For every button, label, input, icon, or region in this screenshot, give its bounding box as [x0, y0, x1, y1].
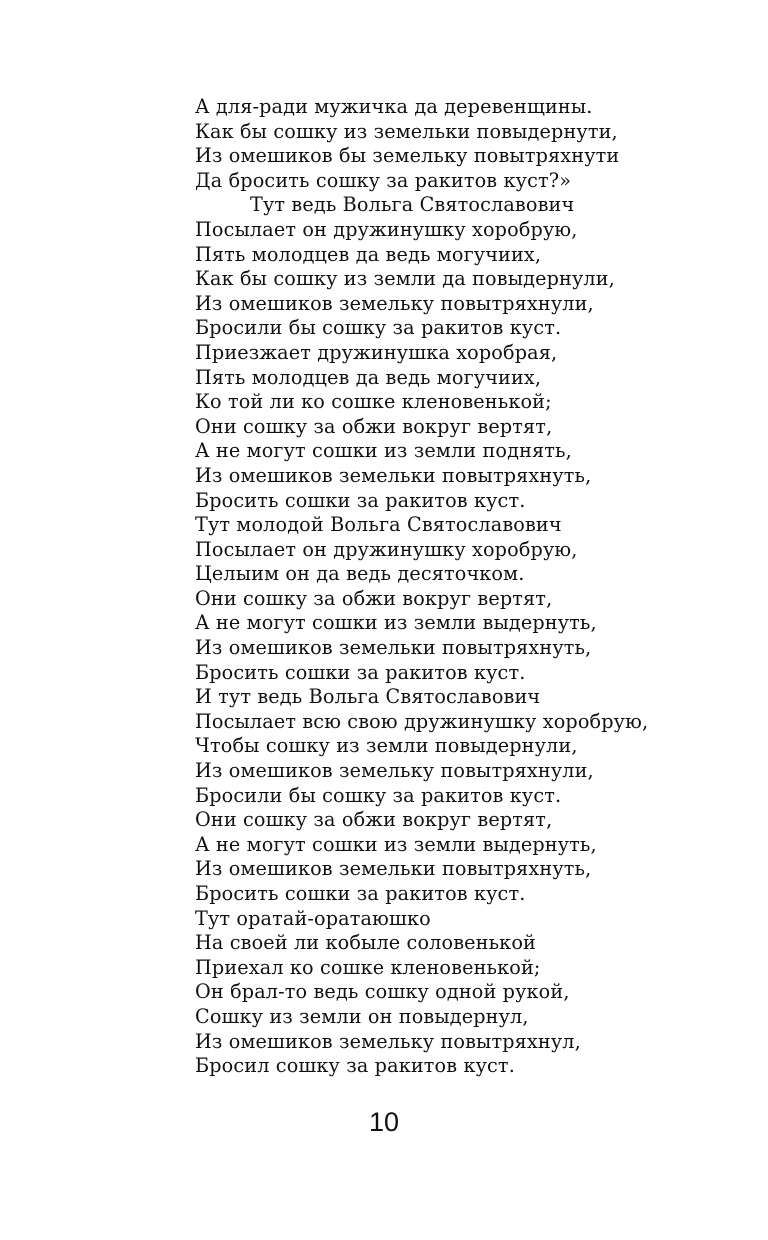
poem-line: Из омешиков бы земельку повытряхнути — [195, 144, 620, 168]
poem-line: А не могут сошки из земли выдернуть, — [195, 832, 597, 856]
poem-line: А не могут сошки из земли выдернуть, — [195, 611, 597, 635]
poem-line: Бросить сошки за ракитов куст. — [195, 488, 526, 512]
poem-line: Тут молодой Вольга Святославович — [195, 513, 562, 537]
poem-line: Сошку из земли он повыдернул, — [195, 1004, 529, 1028]
poem-line: Бросили бы сошку за ракитов куст. — [195, 783, 562, 807]
poem-line: Из омешиков земельки повытряхнуть, — [195, 636, 592, 660]
poem-line: А не могут сошки из земли поднять, — [195, 439, 572, 463]
poem-line: Они сошку за обжи вокруг вертят, — [195, 586, 553, 610]
poem-line: Из омешиков земельку повытряхнули, — [195, 759, 594, 783]
poem-line: Бросил сошку за ракитов куст. — [195, 1054, 515, 1078]
poem-line: Пять молодцев да ведь могучиих, — [195, 242, 542, 266]
poem-line: Тут оратай-оратаюшко — [195, 906, 431, 930]
poem-line: Да бросить сошку за ракитов куст?» — [195, 168, 572, 192]
poem-line: Чтобы сошку из земли повыдернули, — [195, 734, 578, 758]
poem-line: Тут ведь Вольга Святославович — [250, 193, 575, 217]
poem-line: Из омешиков земельки повытряхнуть, — [195, 463, 592, 487]
poem-line: Бросить сошки за ракитов куст. — [195, 882, 526, 905]
poem-line: Пять молодцев да ведь могучиих, — [195, 365, 542, 389]
poem-line: Из омешиков земельку повытряхнули, — [195, 291, 594, 315]
poem-line: Он брал-то ведь сошку одной рукой, — [195, 980, 570, 1004]
poem-line: Ко той ли ко сошке кленовенькой; — [195, 390, 552, 414]
poem-text — [195, 95, 755, 1079]
poem-line: Посылает он дружинушку хоробрую, — [195, 217, 578, 241]
poem-line: Посылает всю свою дружинушку хоробрую, — [195, 709, 649, 733]
poem-line: На своей ли кобыле соловенькой — [195, 931, 536, 955]
poem-line: Из омешиков земельку повытряхнул, — [195, 1029, 581, 1053]
poem-line: А для-ради мужичка да деревенщины. — [195, 95, 593, 118]
poem-line: Они сошку за обжи вокруг вертят, — [195, 808, 553, 832]
poem-line: Целыим он да ведь десяточком. — [195, 562, 525, 586]
poem-line: Приезжает дружинушка хоробрая, — [195, 340, 558, 364]
poem-line: Как бы сошку из земли да повыдернули, — [195, 267, 615, 291]
page-number: 10 — [368, 1107, 400, 1137]
poem-line: Приехал ко сошке кленовенькой; — [195, 955, 541, 979]
poem-line: Посылает он дружинушку хоробрую, — [195, 537, 578, 561]
poem-line: Они сошку за обжи вокруг вертят, — [195, 414, 553, 438]
poem-line: Из омешиков земельки повытряхнуть, — [195, 857, 592, 881]
poem-line: Бросить сошки за ракитов куст. — [195, 660, 526, 684]
poem-line: Бросили бы сошку за ракитов куст. — [195, 316, 562, 340]
poem-line: И тут ведь Вольга Святославович — [195, 685, 541, 709]
poem-line: Как бы сошку из земельки повыдернути, — [195, 119, 618, 143]
